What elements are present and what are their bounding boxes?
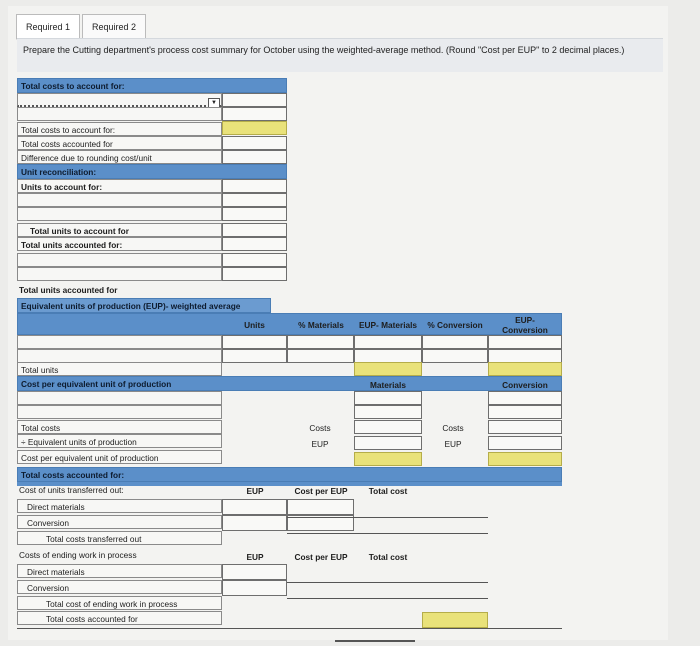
col-units: Units bbox=[244, 320, 265, 330]
label-total-costs: Total costs bbox=[17, 420, 222, 434]
col-pct-materials: % Materials bbox=[298, 320, 344, 330]
input-cell[interactable] bbox=[354, 391, 422, 405]
total-eup-conversion-cell[interactable] bbox=[488, 362, 562, 376]
input-cell[interactable] bbox=[222, 253, 287, 267]
col-conversion: Conversion bbox=[502, 380, 548, 390]
input-cell[interactable] bbox=[354, 335, 422, 349]
input-cell[interactable] bbox=[222, 349, 287, 363]
grand-total-cell[interactable] bbox=[422, 612, 488, 628]
input-cell[interactable] bbox=[488, 436, 562, 450]
input-cell[interactable] bbox=[222, 564, 287, 580]
input-cell[interactable] bbox=[488, 349, 562, 363]
col-materials: Materials bbox=[370, 380, 406, 390]
eup-item-row[interactable] bbox=[17, 349, 222, 363]
label-divide-eup: ÷ Equivalent units of production bbox=[17, 434, 222, 448]
grid-line bbox=[335, 640, 415, 642]
label-eup-materials: EUP bbox=[311, 439, 329, 449]
grid-line bbox=[287, 598, 488, 599]
col-eup-transferred: EUP bbox=[246, 486, 264, 496]
input-cell[interactable] bbox=[354, 420, 422, 434]
col-eup-ending: EUP bbox=[246, 552, 264, 562]
label-total-units-accounted-for: Total units accounted for bbox=[19, 285, 118, 295]
cost-per-eup-item-row[interactable] bbox=[17, 405, 222, 419]
input-cell[interactable] bbox=[222, 193, 287, 207]
tab-required-1[interactable]: Required 1 bbox=[16, 14, 80, 40]
label-conversion-transferred: Conversion bbox=[17, 515, 222, 529]
cost-item-select[interactable] bbox=[17, 93, 222, 107]
section-unit-reconciliation: Unit reconciliation: bbox=[17, 164, 287, 179]
input-cell[interactable] bbox=[222, 580, 287, 596]
cost-per-eup-conversion-cell[interactable] bbox=[488, 452, 562, 466]
input-cell[interactable] bbox=[354, 436, 422, 450]
input-cell[interactable] bbox=[422, 349, 488, 363]
input-cell[interactable] bbox=[222, 267, 287, 281]
input-cell[interactable] bbox=[222, 335, 287, 349]
section-eup-header: Equivalent units of production (EUP)- weighted average bbox=[17, 298, 271, 313]
input-cell[interactable] bbox=[222, 136, 287, 150]
input-cell[interactable] bbox=[354, 405, 422, 419]
input-cell[interactable] bbox=[488, 420, 562, 434]
label-total-cost-ending-wip: Total cost of ending work in process bbox=[17, 596, 222, 610]
input-cell[interactable] bbox=[222, 207, 287, 221]
input-cell[interactable] bbox=[488, 391, 562, 405]
unit-item-row[interactable] bbox=[17, 193, 222, 207]
label-units-to-account-for: Units to account for: bbox=[17, 179, 222, 193]
col-eup-conversion: EUP- Conversion bbox=[502, 315, 548, 335]
input-cell[interactable] bbox=[354, 349, 422, 363]
input-cell[interactable] bbox=[287, 499, 354, 515]
unit-item-row[interactable] bbox=[17, 207, 222, 221]
eup-item-row[interactable] bbox=[17, 335, 222, 349]
input-cell[interactable] bbox=[287, 349, 354, 363]
cost-per-eup-item-row[interactable] bbox=[17, 391, 222, 405]
input-cell[interactable] bbox=[222, 93, 287, 107]
label-total-units-accounted-for-colon: Total units accounted for: bbox=[17, 237, 222, 251]
input-cell[interactable] bbox=[488, 405, 562, 419]
label-conversion-ending: Conversion bbox=[17, 580, 222, 594]
tab-bar bbox=[16, 14, 148, 40]
input-cell[interactable] bbox=[222, 179, 287, 193]
label-total-costs-transferred-out: Total costs transferred out bbox=[17, 531, 222, 545]
label-total-costs-to-account-for: Total costs to account for: bbox=[17, 122, 222, 136]
cost-per-eup-materials-cell[interactable] bbox=[354, 452, 422, 466]
label-costs-materials: Costs bbox=[309, 423, 331, 433]
grid-line bbox=[287, 582, 488, 583]
label-total-costs-accounted-for-final: Total costs accounted for bbox=[17, 611, 222, 625]
label-cost-transferred-out: Cost of units transferred out: bbox=[19, 485, 124, 495]
label-total-units: Total units bbox=[17, 362, 222, 376]
input-cell[interactable] bbox=[222, 515, 287, 531]
label-total-units-to-account-for: Total units to account for bbox=[17, 223, 222, 237]
label-direct-materials-ending: Direct materials bbox=[17, 564, 222, 578]
section-total-costs-to-account-for: Total costs to account for: bbox=[17, 78, 287, 93]
col-pct-conversion: % Conversion bbox=[427, 320, 483, 330]
col-cost-per-eup-transferred: Cost per EUP bbox=[294, 486, 348, 496]
cost-item-row[interactable] bbox=[17, 107, 222, 121]
grid-line bbox=[17, 628, 562, 629]
label-eup-conversion: EUP bbox=[444, 439, 462, 449]
input-cell[interactable] bbox=[222, 237, 287, 251]
col-eup-materials: EUP- Materials bbox=[358, 320, 418, 330]
grid-line bbox=[287, 517, 488, 518]
grid-line bbox=[287, 533, 488, 534]
label-costs-ending-wip: Costs of ending work in process bbox=[19, 550, 137, 560]
input-cell[interactable] bbox=[422, 335, 488, 349]
chevron-down-icon[interactable]: ▼ bbox=[208, 98, 220, 109]
tab-required-2[interactable]: Required 2 bbox=[82, 14, 146, 40]
input-cell[interactable] bbox=[222, 107, 287, 121]
label-costs-conversion: Costs bbox=[442, 423, 464, 433]
label-difference-rounding: Difference due to rounding cost/unit bbox=[17, 150, 222, 164]
label-total-costs-accounted-for: Total costs accounted for bbox=[17, 136, 222, 150]
input-cell[interactable] bbox=[488, 335, 562, 349]
label-cost-per-eup: Cost per equivalent unit of production bbox=[17, 450, 222, 464]
label-direct-materials-transferred: Direct materials bbox=[17, 499, 222, 513]
total-costs-cell[interactable] bbox=[222, 121, 287, 135]
input-cell[interactable] bbox=[287, 335, 354, 349]
input-cell[interactable] bbox=[222, 150, 287, 164]
col-cost-per-eup-ending: Cost per EUP bbox=[294, 552, 348, 562]
col-total-cost-transferred: Total cost bbox=[368, 486, 408, 496]
unit-item-row[interactable] bbox=[17, 267, 222, 281]
input-cell[interactable] bbox=[222, 223, 287, 237]
instructions: Prepare the Cutting department's process cost summary for October using the weighted-average method. (Round "Cost per EUP" to 2 decimal places.) bbox=[17, 38, 663, 72]
unit-item-row[interactable] bbox=[17, 253, 222, 267]
section-total-costs-accounted-for: Total costs accounted for: bbox=[17, 467, 562, 482]
total-eup-materials-cell[interactable] bbox=[354, 362, 422, 376]
section-cost-per-eup: Cost per equivalent unit of production bbox=[17, 376, 562, 391]
input-cell[interactable] bbox=[222, 499, 287, 515]
col-total-cost-ending: Total cost bbox=[368, 552, 408, 562]
